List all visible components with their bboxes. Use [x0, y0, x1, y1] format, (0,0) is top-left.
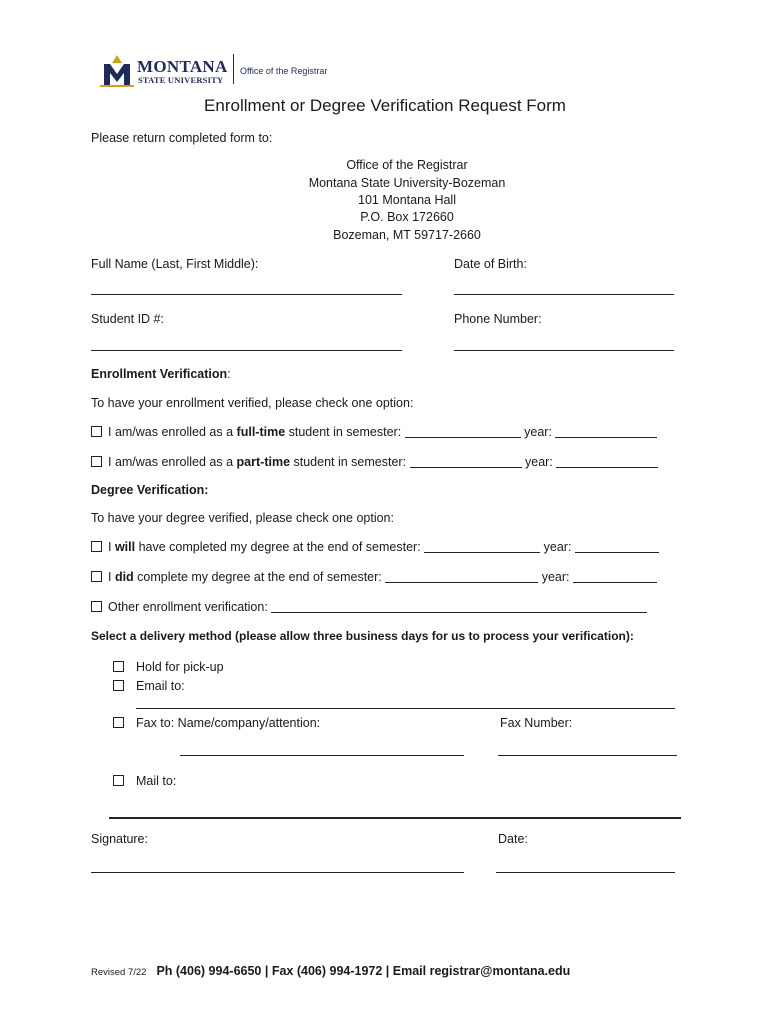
- address-line: Office of the Registrar: [346, 158, 468, 172]
- phone-label: Phone Number:: [454, 312, 542, 326]
- will-semester-field[interactable]: [424, 541, 540, 553]
- degree-instruction: To have your degree verified, please check one option:: [91, 511, 394, 525]
- option-text: Other enrollment verification:: [108, 600, 272, 614]
- mail-checkbox[interactable]: [113, 775, 124, 786]
- address-line: Bozeman, MT 59717-2660: [333, 228, 481, 242]
- form-title: Enrollment or Degree Verification Request Form: [204, 96, 566, 115]
- hold-option: [113, 659, 224, 675]
- year-label: year:: [538, 570, 573, 584]
- did-checkbox[interactable]: [91, 571, 102, 582]
- email-option: [113, 678, 185, 694]
- footer-contact: Ph (406) 994-6650 | Fax (406) 994-1972 | Email registrar@montana.edu: [156, 964, 571, 978]
- option-text: student in semester:: [285, 425, 405, 439]
- footer: [91, 962, 570, 980]
- year-label: year:: [521, 455, 557, 469]
- will-checkbox[interactable]: [91, 541, 102, 552]
- option-text: I am/was enrolled as a: [108, 455, 237, 469]
- option-text: student in semester:: [290, 455, 410, 469]
- return-label: Please return completed form to:: [91, 131, 273, 145]
- other-verification-option: [91, 599, 647, 615]
- parttime-checkbox[interactable]: [91, 456, 102, 467]
- logo-line2: STATE UNIVERSITY: [138, 75, 224, 85]
- fax-option: [113, 715, 320, 731]
- student-id-label: Student ID #:: [91, 312, 164, 326]
- fax-number-label: Fax Number:: [500, 716, 573, 730]
- other-verification-field[interactable]: [271, 601, 647, 613]
- parttime-year-field[interactable]: [556, 456, 658, 468]
- signature-date-field[interactable]: [496, 872, 675, 873]
- degree-heading: Degree Verification:: [91, 483, 209, 497]
- option-text: I: [108, 570, 115, 584]
- enrollment-heading-colon: :: [227, 367, 231, 381]
- msu-mountain-icon: [100, 54, 134, 88]
- phone-field[interactable]: [454, 350, 674, 351]
- fax-label: Fax to: Name/company/attention:: [136, 716, 321, 730]
- dob-field[interactable]: [454, 294, 674, 295]
- fulltime-semester-field[interactable]: [405, 426, 521, 438]
- enrollment-heading-row: [91, 366, 231, 382]
- logo-line1: MONTANA: [137, 57, 228, 76]
- option-bold-text: full-time: [236, 425, 286, 439]
- delivery-heading: Select a delivery method (please allow three business days for us to process your verification):: [91, 629, 634, 643]
- hold-checkbox[interactable]: [113, 661, 124, 672]
- degree-option-will: [91, 539, 659, 555]
- full-name-field[interactable]: [91, 294, 402, 295]
- year-label: year:: [540, 540, 575, 554]
- parttime-semester-field[interactable]: [410, 456, 522, 468]
- signature-date-label: Date:: [498, 832, 528, 846]
- full-name-label: Full Name (Last, First Middle):: [91, 257, 259, 271]
- other-checkbox[interactable]: [91, 601, 102, 612]
- student-id-field[interactable]: [91, 350, 402, 351]
- degree-option-did: [91, 569, 657, 585]
- mail-address-field[interactable]: [109, 817, 681, 819]
- signature-field[interactable]: [91, 872, 464, 873]
- fax-checkbox[interactable]: [113, 717, 124, 728]
- option-bold-text: will: [114, 540, 136, 554]
- mail-option: [113, 773, 176, 789]
- logo-divider: [233, 54, 234, 84]
- option-text: I: [108, 540, 115, 554]
- address-line: Montana State University-Bozeman: [308, 176, 506, 190]
- enrollment-heading: Enrollment Verification: [91, 367, 228, 381]
- dob-label: Date of Birth:: [454, 257, 527, 271]
- email-checkbox[interactable]: [113, 680, 124, 691]
- option-bold-text: part-time: [236, 455, 291, 469]
- option-bold-text: did: [114, 570, 134, 584]
- enrollment-option-parttime: [91, 454, 658, 470]
- option-text: complete my degree at the end of semester:: [133, 570, 386, 584]
- mail-label: Mail to:: [136, 774, 177, 788]
- email-label: Email to:: [136, 679, 185, 693]
- option-text: have completed my degree at the end of semester:: [135, 540, 425, 554]
- did-semester-field[interactable]: [385, 571, 538, 583]
- email-field[interactable]: [136, 708, 675, 709]
- year-label: year:: [520, 425, 556, 439]
- office-label: Office of the Registrar: [240, 66, 328, 76]
- enrollment-option-fulltime: [91, 424, 657, 440]
- enrollment-instruction: To have your enrollment verified, please check one option:: [91, 396, 414, 410]
- hold-label: Hold for pick-up: [136, 660, 224, 674]
- address-line: 101 Montana Hall: [358, 193, 456, 207]
- fulltime-checkbox[interactable]: [91, 426, 102, 437]
- will-year-field[interactable]: [575, 541, 659, 553]
- fax-name-field[interactable]: [180, 755, 464, 756]
- signature-label: Signature:: [91, 832, 148, 846]
- address-line: P.O. Box 172660: [360, 210, 454, 224]
- fulltime-year-field[interactable]: [555, 426, 657, 438]
- option-text: I am/was enrolled as a: [108, 425, 237, 439]
- did-year-field[interactable]: [573, 571, 657, 583]
- msu-logo: [100, 54, 235, 88]
- revised-date: Revised 7/22: [91, 967, 147, 978]
- fax-number-field[interactable]: [498, 755, 677, 756]
